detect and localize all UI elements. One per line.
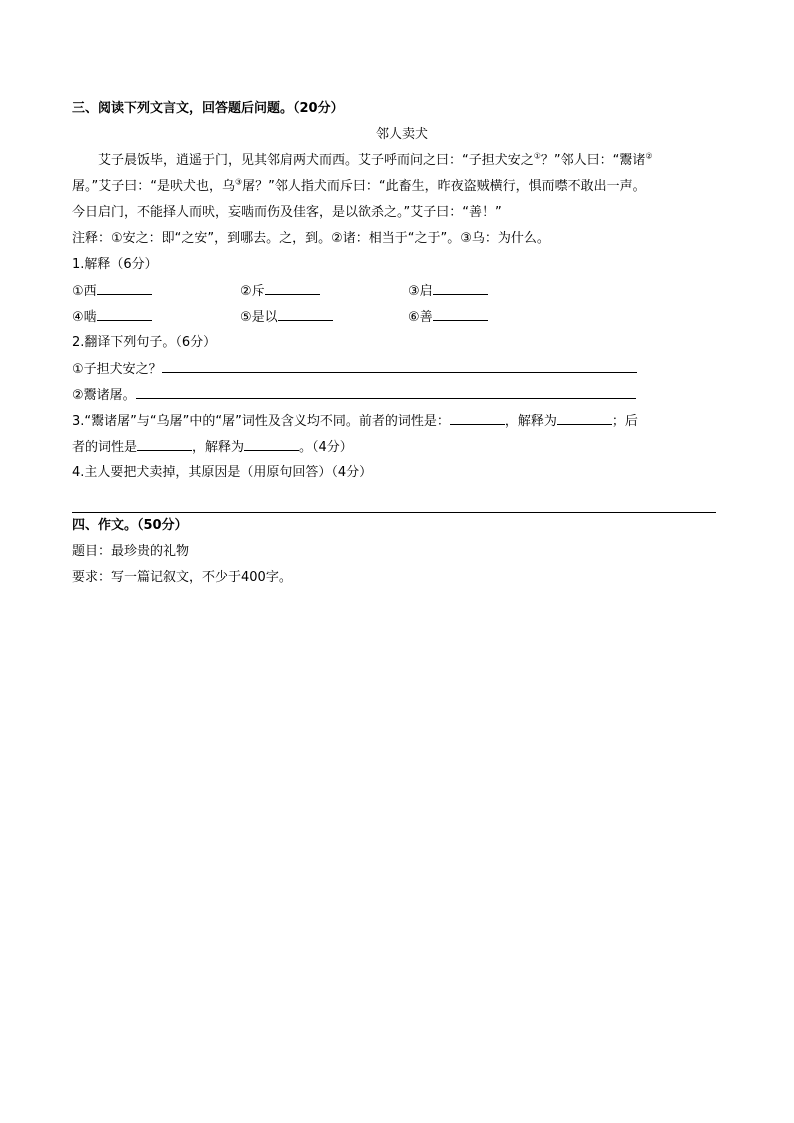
question-1-item: ⑤是以 [240,304,408,331]
footnote-marker: ③ [234,177,243,187]
question-3-line-2: 者的词性是 ，解释为 。（4分） [72,434,732,460]
answer-blank[interactable] [265,278,320,295]
answer-blank[interactable] [278,304,333,321]
annotation: 注释：①安之：即“之安”，到哪去。之，到。②诸：相当于“之于”。③乌：为什么。 [72,231,550,246]
answer-blank[interactable] [97,304,152,321]
passage-text: 屠？”邻人指犬而斥曰：“此畜生，昨夜盗贼横行，惧而噤不敢出一声。 [242,179,646,194]
question-2-sentence-1: ①子担犬安之？ [72,356,732,382]
answer-blank[interactable] [137,434,192,451]
question-2-sentence-2: ②鬻诸屠。 [72,382,732,408]
question-1-item: ③启 [408,278,576,305]
answer-blank[interactable] [244,434,299,451]
passage-text: 艾子晨饭毕，逍遥于门，见其邻肩两犬而西。艾子呼而问之曰：“子担犬安之 [98,153,534,168]
answer-blank[interactable] [433,278,488,295]
question-1-stem: 1.解释（6分） [72,257,158,272]
answer-blank[interactable] [450,408,505,425]
question-1-item: ⑥善 [408,304,576,331]
question-1-row-1 [72,278,732,304]
answer-blank[interactable] [97,278,152,295]
essay-topic: 题目：最珍贵的礼物 [72,544,190,559]
answer-blank[interactable] [433,304,488,321]
question-1-item: ④啮 [72,304,240,331]
exam-page [72,96,732,591]
passage-line-3: 今日启门，不能择人而吠，妄啮而伤及佳客，是以欲杀之。”艾子曰：“善！” [72,205,502,220]
section4-heading: 四、作文。（50分） [72,518,188,533]
passage-line-2 [72,174,732,200]
passage-text: ？”邻人曰：“鬻诸 [540,153,646,168]
passage-title: 邻人卖犬 [375,127,428,142]
question-1-row-2 [72,304,732,330]
answer-blank[interactable] [557,408,612,425]
answer-blank[interactable] [136,382,636,399]
passage-line-1 [72,148,732,174]
footnote-marker: ② [645,151,653,161]
footnote-marker: ① [533,151,541,161]
question-1-item: ②斥 [240,278,408,305]
question-1-item: ①西 [72,278,240,305]
question-3-line-1: 3.“鬻诸屠”与“乌屠”中的“屠”词性及含义均不同。前者的词性是： ，解释为 ；后 [72,408,732,434]
question-4-stem: 4.主人要把犬卖掉，其原因是（用原句回答）（4分） [72,465,373,480]
answer-blank[interactable] [162,356,637,373]
answer-line[interactable] [72,488,716,513]
passage-text: 屠。”艾子曰：“是吠犬也，乌 [72,179,235,194]
question-2-stem: 2.翻译下列句子。（6分） [72,335,217,350]
section3-heading: 三、阅读下列文言文，回答题后问题。（20分） [72,101,344,116]
essay-requirement: 要求：写一篇记叙文，不少于400字。 [72,570,292,585]
